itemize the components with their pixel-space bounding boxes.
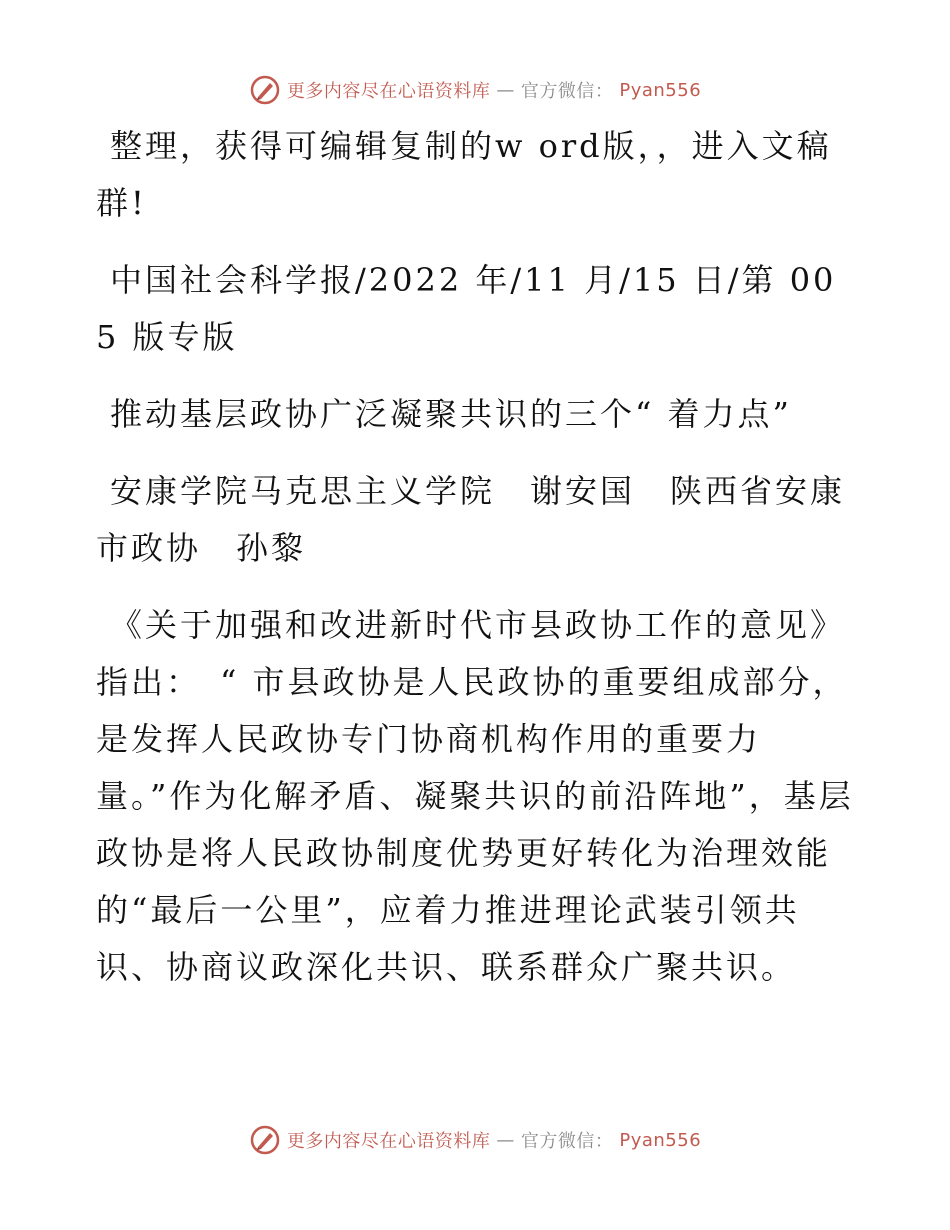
body-paragraph: 《关于加强和改进新时代市县政协工作的意见》指出： “ 市县政协是人民政协的重要组成部分，是发挥人民政协专门协商机构作用的重要力量。”作为化解矛盾、凝聚共识的前沿阵地”，基层政协是将人民政协制度优势更好转化为治理效能的“最后一公里”，应着力推进理论武装引领共识、协商议政深化共识、联系群众广聚共识。: [96, 606, 854, 986]
banner-dash: —: [496, 79, 515, 101]
header-watermark-banner: [0, 70, 950, 110]
banner-wechat-label: 官方微信：: [520, 81, 614, 102]
author-line: 安康学院马克思主义学院 谢安国 陕西省安康市政协 孙黎: [96, 472, 846, 567]
document-body: [96, 118, 856, 1016]
banner-wechat-id: Pyan556: [619, 79, 702, 101]
banner-wechat-label: 官方微信：: [520, 1131, 614, 1152]
article-title: 推动基层政协广泛凝聚共识的三个“ 着力点”: [110, 395, 792, 433]
pen-logo-icon: [249, 74, 281, 106]
intro-paragraph: 整理，获得可编辑复制的w ord版，，进入文稿群!: [96, 127, 832, 222]
banner-wechat-id: Pyan556: [619, 1129, 702, 1151]
source-line: 中国社会科学报/2022 年/11 月/15 日/第 005 版专版: [96, 261, 837, 356]
banner-site-text: 更多内容尽在心语资料库: [286, 81, 491, 102]
banner-dash: —: [496, 1129, 515, 1151]
footer-watermark-banner: [0, 1120, 950, 1160]
pen-logo-icon: [249, 1124, 281, 1156]
banner-site-text: 更多内容尽在心语资料库: [286, 1131, 491, 1152]
